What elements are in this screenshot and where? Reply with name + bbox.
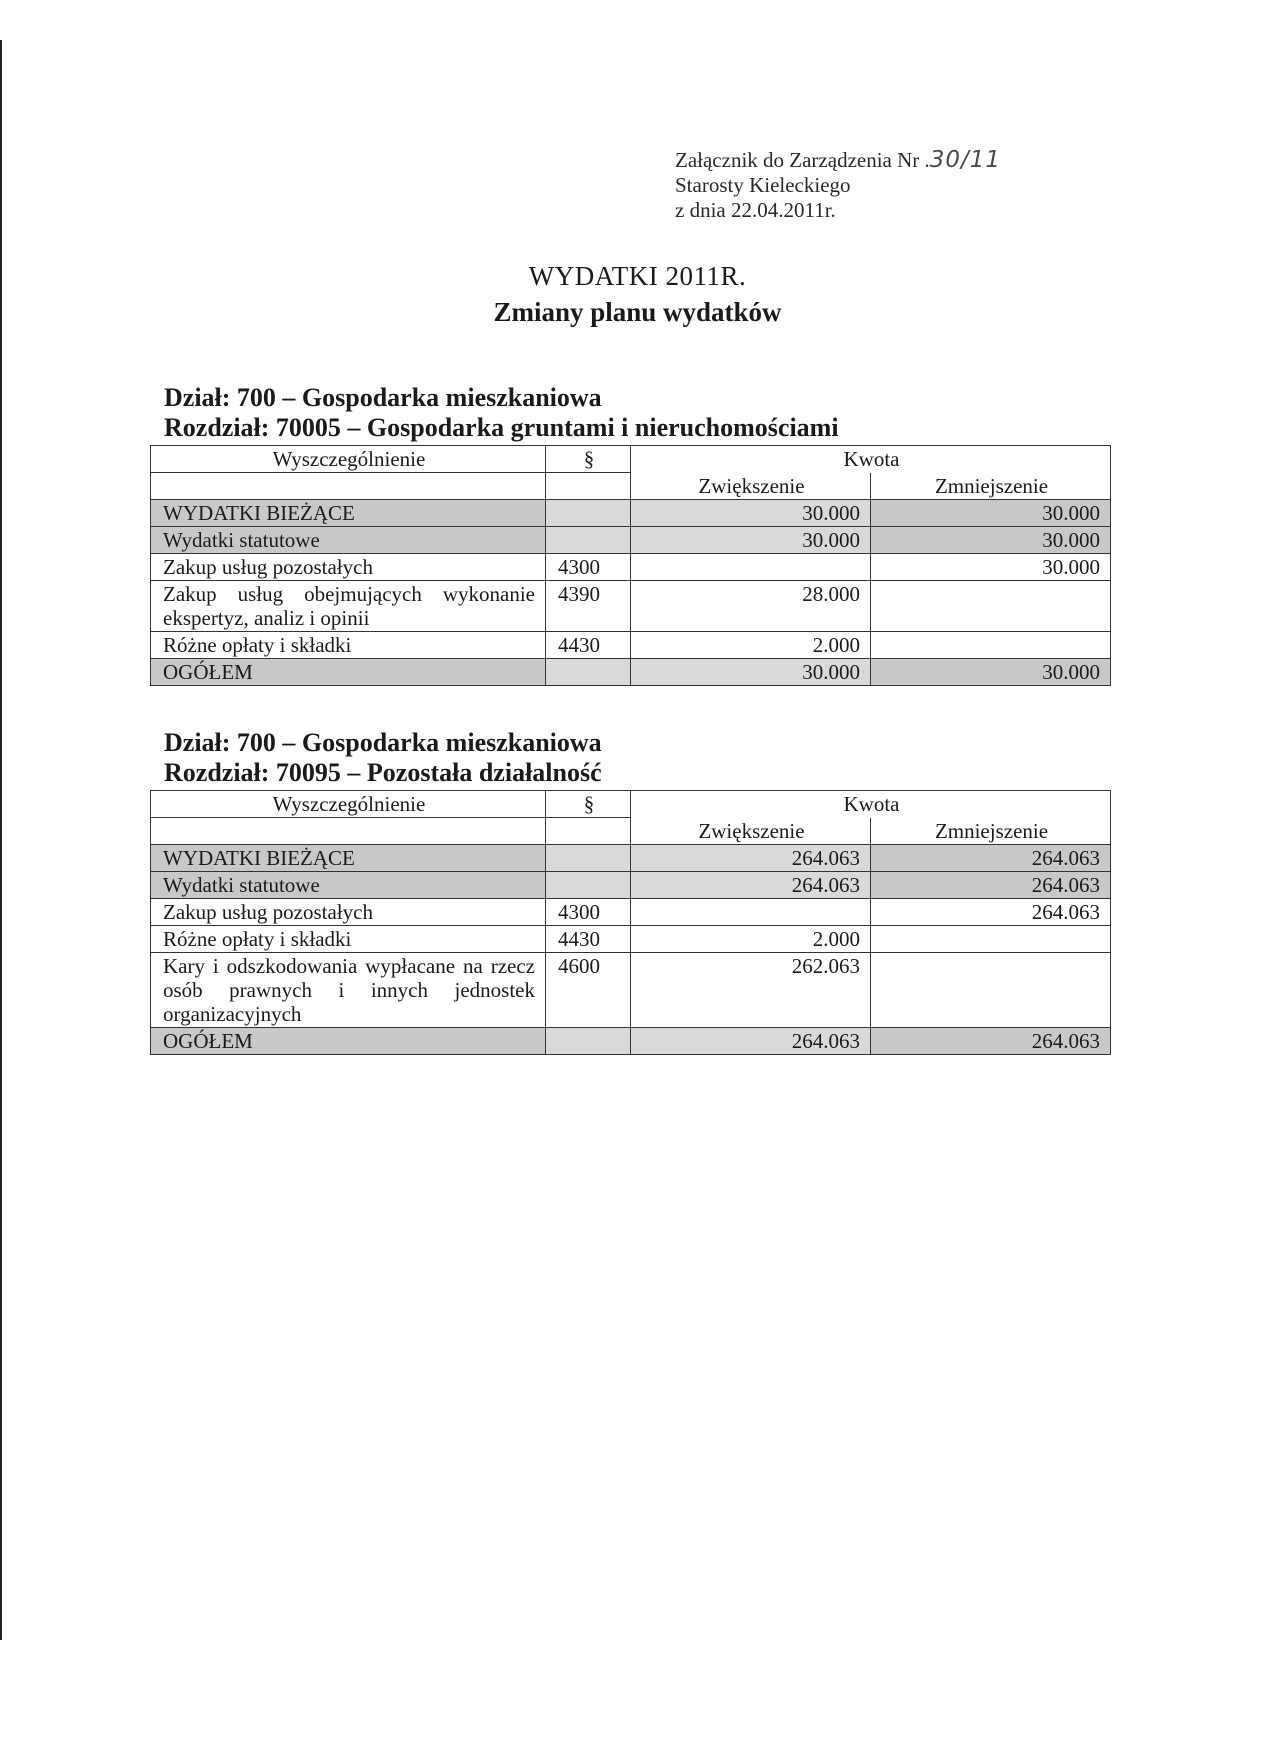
table-row	[151, 844, 1111, 871]
header-desc: Wyszczególnienie	[151, 791, 546, 818]
subheader-empty	[151, 818, 546, 845]
row-increase: 264.063	[631, 871, 871, 898]
row-desc: Różne opłaty i składki	[151, 925, 546, 952]
attachment-header	[675, 148, 1001, 223]
row-increase: 264.063	[631, 1027, 871, 1054]
row-decrease: 30.000	[871, 499, 1111, 526]
expenses-table	[150, 790, 1111, 1055]
row-decrease: 264.063	[871, 844, 1111, 871]
table-row	[151, 631, 1111, 658]
table-row	[151, 499, 1111, 526]
row-desc: Zakup usług obejmujących wykonanie ekspertyz, analiz i opinii	[151, 580, 546, 631]
row-desc: Zakup usług pozostałych	[151, 898, 546, 925]
expenses-table	[150, 445, 1111, 686]
row-increase: 30.000	[631, 499, 871, 526]
header-amount: Kwota	[631, 791, 1111, 818]
row-desc: WYDATKI BIEŻĄCE	[151, 844, 546, 871]
table-row	[151, 952, 1111, 1027]
row-desc: Wydatki statutowe	[151, 871, 546, 898]
row-decrease	[871, 631, 1111, 658]
header-desc: Wyszczególnienie	[151, 446, 546, 473]
row-desc: Kary i odszkodowania wypłacane na rzecz osób prawnych i innych jednostek organizacyjnych	[151, 952, 546, 1027]
row-decrease: 30.000	[871, 553, 1111, 580]
header-decrease: Zmniejszenie	[871, 818, 1111, 845]
section-70005	[150, 383, 1110, 686]
attachment-line-2: Starosty Kieleckiego	[675, 173, 851, 197]
header-paragraph: §	[546, 446, 631, 473]
header-amount: Kwota	[631, 446, 1111, 473]
row-decrease	[871, 952, 1111, 1027]
table-header-row	[151, 791, 1111, 818]
header-paragraph: §	[546, 791, 631, 818]
row-desc: WYDATKI BIEŻĄCE	[151, 499, 546, 526]
row-increase: 28.000	[631, 580, 871, 631]
row-paragraph: 4300	[546, 553, 631, 580]
title-line-2: Zmiany planu wydatków	[493, 297, 782, 327]
header-increase: Zwiększenie	[631, 818, 871, 845]
row-increase	[631, 553, 871, 580]
row-increase	[631, 898, 871, 925]
row-paragraph	[546, 526, 631, 553]
document-title	[0, 258, 1275, 330]
section-dzial-heading: Dział: 700 – Gospodarka mieszkaniowa	[164, 383, 602, 412]
row-desc: Wydatki statutowe	[151, 526, 546, 553]
row-paragraph	[546, 499, 631, 526]
row-decrease: 264.063	[871, 1027, 1111, 1054]
header-decrease: Zmniejszenie	[871, 473, 1111, 500]
row-decrease	[871, 925, 1111, 952]
attachment-date: z dnia 22.04.2011r.	[675, 198, 836, 222]
title-line-1: WYDATKI 2011R.	[528, 261, 747, 291]
attachment-label: Załącznik do Zarządzenia Nr .	[675, 148, 930, 172]
table-row	[151, 898, 1111, 925]
table-row	[151, 871, 1111, 898]
table-header-row	[151, 446, 1111, 473]
table-subheader-row	[151, 473, 1111, 500]
row-increase: 30.000	[631, 526, 871, 553]
row-paragraph: 4430	[546, 925, 631, 952]
table-subheader-row	[151, 818, 1111, 845]
section-70095	[150, 728, 1110, 1055]
handwritten-order-number: 30/11	[929, 147, 1002, 173]
row-decrease	[871, 580, 1111, 631]
row-desc: Zakup usług pozostałych	[151, 553, 546, 580]
row-desc: Różne opłaty i składki	[151, 631, 546, 658]
row-decrease: 30.000	[871, 526, 1111, 553]
subheader-empty	[151, 473, 546, 500]
section-rozdzial-heading: Rozdział: 70095 – Pozostała działalność	[164, 758, 602, 787]
row-increase: 30.000	[631, 658, 871, 685]
row-decrease: 264.063	[871, 898, 1111, 925]
row-paragraph	[546, 844, 631, 871]
table-row	[151, 526, 1111, 553]
row-paragraph: 4300	[546, 898, 631, 925]
row-paragraph: 4430	[546, 631, 631, 658]
row-increase: 2.000	[631, 631, 871, 658]
row-increase: 262.063	[631, 952, 871, 1027]
row-paragraph	[546, 871, 631, 898]
row-decrease: 30.000	[871, 658, 1111, 685]
table-row	[151, 553, 1111, 580]
row-increase: 2.000	[631, 925, 871, 952]
table-total-row	[151, 1027, 1111, 1054]
row-paragraph: 4600	[546, 952, 631, 1027]
attachment-line-1	[675, 148, 1001, 173]
subheader-empty	[546, 818, 631, 845]
table-total-row	[151, 658, 1111, 685]
row-desc: OGÓŁEM	[151, 1027, 546, 1054]
header-increase: Zwiększenie	[631, 473, 871, 500]
table-row	[151, 580, 1111, 631]
row-desc: OGÓŁEM	[151, 658, 546, 685]
row-paragraph	[546, 1027, 631, 1054]
row-increase: 264.063	[631, 844, 871, 871]
row-paragraph	[546, 658, 631, 685]
section-dzial-heading: Dział: 700 – Gospodarka mieszkaniowa	[164, 728, 602, 757]
table-row	[151, 925, 1111, 952]
row-paragraph: 4390	[546, 580, 631, 631]
row-decrease: 264.063	[871, 871, 1111, 898]
section-rozdzial-heading: Rozdział: 70005 – Gospodarka gruntami i nieruchomościami	[164, 413, 839, 442]
subheader-empty	[546, 473, 631, 500]
